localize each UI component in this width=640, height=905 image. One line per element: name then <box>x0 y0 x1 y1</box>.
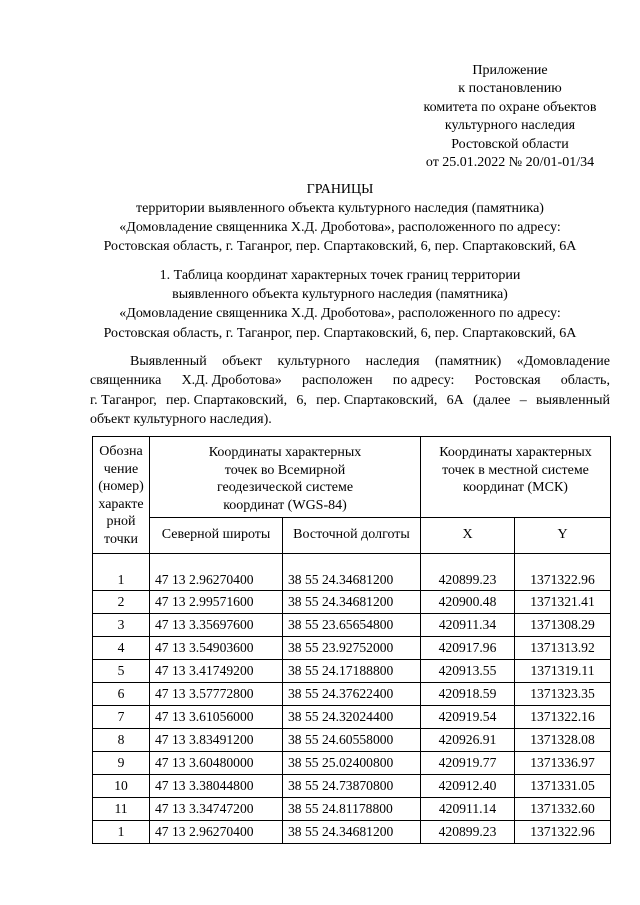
cell-x: 420899.23 <box>421 554 515 591</box>
header-line: точки <box>104 531 138 547</box>
word: Выявленный <box>130 354 207 369</box>
appendix-line: комитета по охране объектов <box>423 99 597 115</box>
cell-n: 1 <box>93 821 150 844</box>
appendix-line: от 25.01.2022 № 20/01-01/34 <box>425 155 595 171</box>
cell-x: 420919.77 <box>421 752 515 775</box>
header-line: чение <box>103 461 139 477</box>
caption-line: Ростовская область, г. Таганрог, пер. Спартаковский, 6, пер. Спартаковский, 6А <box>103 325 577 341</box>
word: расположен <box>302 373 373 389</box>
cell-y: 1371321.41 <box>515 591 611 614</box>
header-line: рной <box>106 514 136 529</box>
appendix-line: Ростовской области <box>451 136 569 152</box>
cell-y: 1371331.05 <box>515 775 611 798</box>
word: пер. Спартаковский, <box>316 392 438 408</box>
word: (далее <box>472 392 511 408</box>
cell-y: 1371322.16 <box>515 706 611 729</box>
word: – <box>519 392 527 408</box>
caption-line: «Домовладение священника Х.Д. Дроботова», расположенного по адресу: <box>119 306 561 322</box>
cell-y: 1371336.97 <box>515 752 611 775</box>
cell-lon: 38 55 23.92752000 <box>283 637 421 660</box>
cell-lon: 38 55 24.37622400 <box>283 683 421 706</box>
cell-lon: 38 55 24.17188800 <box>283 660 421 683</box>
word: 6, <box>296 392 307 408</box>
cell-lat: 47 13 3.61056000 <box>150 706 283 729</box>
table-body <box>93 554 611 844</box>
header-y: Y <box>515 517 611 553</box>
header-line: (номер) <box>98 479 144 494</box>
cell-lat: 47 13 3.34747200 <box>150 798 283 821</box>
cell-x: 420899.23 <box>421 821 515 844</box>
cell-lon: 38 55 24.60558000 <box>283 729 421 752</box>
appendix-line: культурного наследия <box>444 118 576 134</box>
cell-y: 1371332.60 <box>515 798 611 821</box>
cell-lon: 38 55 24.73870800 <box>283 775 421 798</box>
header-point-number <box>93 437 150 554</box>
cell-lat: 47 13 2.99571600 <box>150 591 283 614</box>
cell-x: 420912.40 <box>421 775 515 798</box>
word: по адресу: <box>392 373 455 389</box>
word: священника <box>90 373 162 389</box>
cell-n: 8 <box>93 729 150 752</box>
table-row <box>93 637 611 660</box>
table-row <box>93 683 611 706</box>
heading-line: территории выявленного объекта культурного наследия (памятника) <box>136 201 544 216</box>
heading-line: «Домовладение священника Х.Д. Дроботова», расположенного по адресу: <box>119 220 561 235</box>
cell-x: 420919.54 <box>421 706 515 729</box>
table-row <box>93 752 611 775</box>
header-line: координат (МСК) <box>463 480 568 495</box>
header-line: характе <box>98 496 144 512</box>
cell-n: 5 <box>93 660 150 683</box>
cell-y: 1371322.96 <box>515 821 611 844</box>
header-line: геодезической системе <box>216 480 354 495</box>
cell-x: 420900.48 <box>421 591 515 614</box>
description-paragraph <box>90 352 610 429</box>
header-wgs84 <box>150 437 421 518</box>
paragraph-line: объект культурного наследия). <box>90 411 272 427</box>
cell-y: 1371328.08 <box>515 729 611 752</box>
table-row <box>93 798 611 821</box>
cell-x: 420918.59 <box>421 683 515 706</box>
word: (памятник) <box>435 354 502 369</box>
paragraph-line <box>90 352 610 371</box>
cell-lat: 47 13 3.38044800 <box>150 775 283 798</box>
header-line: Обозна <box>99 444 143 459</box>
header-line: координат (WGS-84) <box>223 497 347 513</box>
cell-lon: 38 55 24.34681200 <box>283 591 421 614</box>
cell-lat: 47 13 2.96270400 <box>150 554 283 591</box>
cell-n: 7 <box>93 706 150 729</box>
word: «Домовладение <box>516 354 610 369</box>
appendix-block <box>400 62 620 172</box>
cell-x: 420926.91 <box>421 729 515 752</box>
word: выявленный <box>536 392 610 408</box>
word: объект <box>222 354 263 369</box>
cell-y: 1371319.11 <box>515 660 611 683</box>
word: пер. Спартаковский, <box>165 392 288 408</box>
word: г. Таганрог, <box>90 392 157 408</box>
heading-line: Ростовская область, г. Таганрог, пер. Спартаковский, 6, пер. Спартаковский, 6А <box>103 239 577 254</box>
cell-y: 1371308.29 <box>515 614 611 637</box>
word: 6А <box>446 392 464 408</box>
header-line: точек во Всемирной <box>224 462 346 478</box>
cell-lat: 47 13 3.83491200 <box>150 729 283 752</box>
table-row <box>93 591 611 614</box>
cell-n: 10 <box>93 775 150 798</box>
table-caption <box>40 266 640 343</box>
cell-lon: 38 55 24.32024400 <box>283 706 421 729</box>
table-row <box>93 821 611 844</box>
header-msk <box>421 437 611 518</box>
word: Ростовская <box>474 373 541 389</box>
cell-lat: 47 13 3.41749200 <box>150 660 283 683</box>
header-longitude: Восточной долготы <box>283 517 421 553</box>
cell-n: 1 <box>93 554 150 591</box>
cell-n: 11 <box>93 798 150 821</box>
cell-lat: 47 13 3.35697600 <box>150 614 283 637</box>
table-row <box>93 775 611 798</box>
cell-lat: 47 13 3.54903600 <box>150 637 283 660</box>
cell-n: 6 <box>93 683 150 706</box>
caption-line: выявленного объекта культурного наследия (памятника) <box>172 287 508 303</box>
header-latitude: Северной широты <box>150 517 283 553</box>
header-line: Координаты характерных <box>439 445 592 460</box>
cell-y: 1371323.35 <box>515 683 611 706</box>
word: область, <box>560 373 610 389</box>
cell-lat: 47 13 2.96270400 <box>150 821 283 844</box>
table-row <box>93 660 611 683</box>
coordinates-table <box>92 436 611 844</box>
table-row <box>93 729 611 752</box>
cell-y: 1371313.92 <box>515 637 611 660</box>
cell-n: 4 <box>93 637 150 660</box>
cell-lon: 38 55 24.34681200 <box>283 821 421 844</box>
cell-n: 9 <box>93 752 150 775</box>
header-x: X <box>421 517 515 553</box>
caption-line: 1. Таблица координат характерных точек границ территории <box>159 268 521 283</box>
appendix-line: Приложение <box>472 63 548 78</box>
cell-y: 1371322.96 <box>515 554 611 591</box>
cell-x: 420917.96 <box>421 637 515 660</box>
word: Х.Д. Дроботова» <box>181 373 282 389</box>
paragraph-line <box>90 371 610 390</box>
cell-x: 420911.14 <box>421 798 515 821</box>
cell-x: 420913.55 <box>421 660 515 683</box>
heading-title: ГРАНИЦЫ <box>306 182 374 197</box>
cell-x: 420911.34 <box>421 614 515 637</box>
document-heading <box>40 180 640 256</box>
table-row <box>93 554 611 591</box>
header-line: Координаты характерных <box>208 445 362 460</box>
cell-lat: 47 13 3.57772800 <box>150 683 283 706</box>
paragraph-line <box>90 391 610 410</box>
table-row <box>93 614 611 637</box>
word: наследия <box>365 354 420 369</box>
header-line: точек в местной системе <box>442 462 589 478</box>
table-row <box>93 706 611 729</box>
cell-lat: 47 13 3.60480000 <box>150 752 283 775</box>
word: культурного <box>277 354 351 369</box>
cell-n: 3 <box>93 614 150 637</box>
cell-n: 2 <box>93 591 150 614</box>
cell-lon: 38 55 24.34681200 <box>283 554 421 591</box>
cell-lon: 38 55 24.81178800 <box>283 798 421 821</box>
cell-lon: 38 55 25.02400800 <box>283 752 421 775</box>
cell-lon: 38 55 23.65654800 <box>283 614 421 637</box>
appendix-line: к постановлению <box>458 81 562 97</box>
